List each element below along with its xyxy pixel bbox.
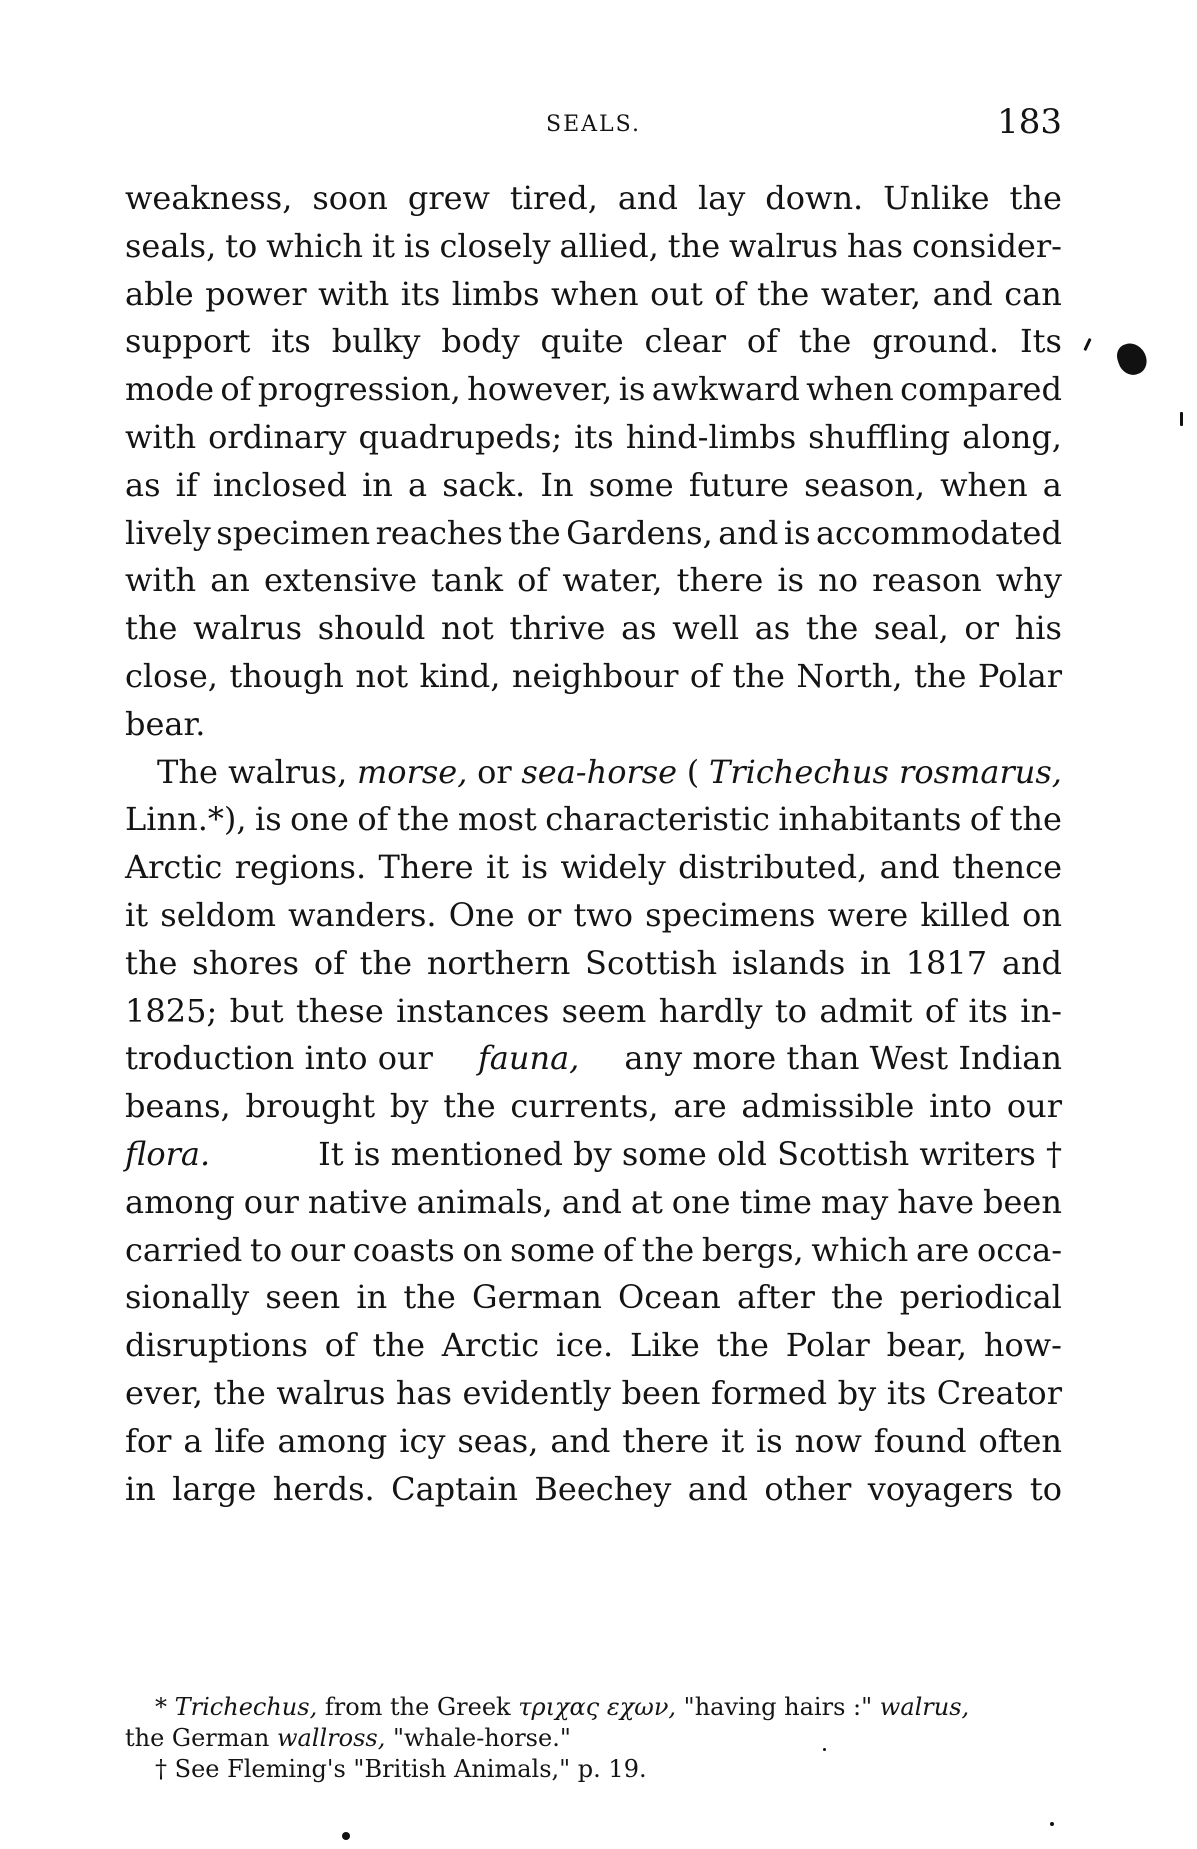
ink-tick-mark	[1083, 338, 1091, 351]
text-line: the shores of the northern Scottish islands in 1817 and	[125, 943, 1062, 982]
greek-term: τριχας εχων,	[518, 1693, 677, 1721]
text-line: among our native animals, and at one time may have been	[125, 1182, 1062, 1221]
text-run: (	[686, 752, 700, 791]
text-run: or	[477, 752, 512, 791]
text-run: It is mentioned by some old Scottish writers †	[318, 1134, 1062, 1173]
text-line: mode of progression, however, is awkward when compared	[125, 370, 1062, 409]
text-line: it seldom wanders. One or two specimens were killed on	[125, 895, 1062, 934]
ink-dot-mark	[1050, 1822, 1054, 1826]
text-line: support its bulky body quite clear of the ground. Its	[125, 322, 1062, 361]
text-line: close, though not kind, neighbour of the North, the Polar	[125, 656, 1062, 695]
text-line: 1825; but these instances seem hardly to admit of its in-	[125, 991, 1062, 1030]
running-head: SEALS.	[546, 112, 641, 137]
italic-term: sea-horse	[521, 752, 678, 791]
body-text	[125, 175, 1062, 1513]
text-line: the walrus should not thrive as well as the seal, or his	[125, 609, 1062, 648]
text-line: Linn.*), is one of the most characteristic inhabitants of the	[125, 800, 1062, 839]
text-line: with ordinary quadrupeds; its hind-limbs shuffling along,	[125, 417, 1062, 456]
text-run: the German	[125, 1724, 277, 1752]
text-line: as if inclosed in a sack. In some future season, when a	[125, 465, 1062, 504]
text-line: ever, the walrus has evidently been formed by its Creator	[125, 1373, 1062, 1412]
footnote-line	[125, 1723, 1062, 1754]
footnotes	[125, 1692, 1062, 1785]
text-line: sionally seen in the German Ocean after the periodical	[125, 1278, 1062, 1317]
text-line	[125, 1035, 1062, 1083]
italic-term: Trichechus,	[174, 1693, 318, 1721]
text-line: for a life among icy seas, and there it is now found often	[125, 1421, 1062, 1460]
text-run: from the Greek	[324, 1693, 519, 1721]
text-run: any more than West Indian	[624, 1039, 1062, 1078]
text-line: beans, brought by the currents, are admissible into our	[125, 1087, 1062, 1126]
text-line	[125, 749, 1062, 797]
ink-tick-mark	[1180, 412, 1183, 426]
page-header	[125, 102, 1062, 152]
text-line: lively specimen reaches the Gardens, and is accommodated	[125, 513, 1062, 552]
italic-term: Trichechus rosmarus,	[708, 752, 1062, 791]
text-line: able power with its limbs when out of the water, and can	[125, 274, 1062, 313]
italic-term: walrus,	[879, 1693, 970, 1721]
footnote-line	[125, 1692, 1062, 1723]
footnote-marker: *	[155, 1693, 175, 1721]
text-line: in large herds. Captain Beechey and other voyagers to	[125, 1469, 1062, 1508]
text-line	[125, 1131, 1062, 1179]
footnote-line: † See Fleming's "British Animals," p. 19.	[155, 1755, 647, 1783]
text-line: Arctic regions. There it is widely distributed, and thence	[125, 848, 1062, 887]
ink-blot-mark	[1114, 339, 1151, 378]
text-line: seals, to which it is closely allied, the walrus has consider-	[125, 226, 1062, 265]
ink-dot-mark	[342, 1832, 350, 1840]
page-number: 183	[997, 102, 1062, 142]
text-run: The walrus,	[157, 752, 348, 791]
text-run: "whale-horse."	[392, 1724, 571, 1752]
text-line: disruptions of the Arctic ice. Like the Polar bear, how-	[125, 1326, 1062, 1365]
ink-dot-mark	[823, 1748, 826, 1751]
text-run: troduction into our	[125, 1039, 433, 1078]
text-line: with an extensive tank of water, there is no reason why	[125, 561, 1062, 600]
text-line: weakness, soon grew tired, and lay down. Unlike the	[125, 179, 1062, 217]
italic-term: flora.	[125, 1134, 211, 1173]
text-line: bear.	[125, 704, 206, 743]
italic-term: morse,	[356, 752, 468, 791]
italic-term: wallross,	[276, 1724, 386, 1752]
italic-term: fauna,	[477, 1039, 580, 1078]
text-run: "having hairs :"	[683, 1693, 880, 1721]
text-line: carried to our coasts on some of the bergs, which are occa-	[125, 1230, 1062, 1269]
